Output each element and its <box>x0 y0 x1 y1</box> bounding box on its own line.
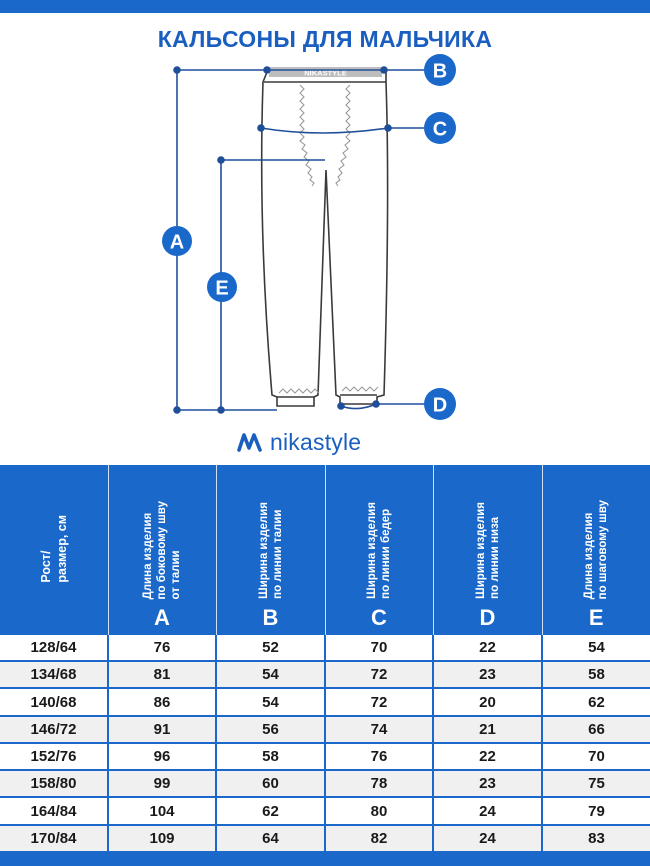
a-cell: 86 <box>108 688 216 715</box>
header-letter: D <box>479 605 496 630</box>
marker-e-label: E <box>215 277 229 300</box>
a-cell: 109 <box>108 825 216 852</box>
marker-e <box>207 272 237 302</box>
header-letter: C <box>371 605 387 630</box>
waistband-brand-text: NIKASTYLE <box>304 68 347 78</box>
table-row <box>0 635 650 661</box>
marker-b-label: B <box>432 60 448 83</box>
bottom-accent-bar <box>0 853 650 866</box>
b-cell: 58 <box>216 743 325 770</box>
marker-a-label: A <box>169 231 185 254</box>
a-cell: 76 <box>108 635 216 661</box>
d-cell: 22 <box>433 743 542 770</box>
table-body <box>0 635 650 852</box>
table-row <box>0 688 650 715</box>
marker-c-label: C <box>432 118 448 141</box>
a-cell: 81 <box>108 661 216 688</box>
size-cell: 170/84 <box>0 825 108 852</box>
c-cell: 70 <box>325 635 433 661</box>
d-cell: 22 <box>433 635 542 661</box>
header-waist-width <box>216 465 325 635</box>
header-length-side-seam <box>108 465 216 635</box>
c-cell: 72 <box>325 661 433 688</box>
size-cell: 140/68 <box>0 688 108 715</box>
marker-a <box>162 226 192 256</box>
e-cell: 66 <box>542 716 650 743</box>
table-row <box>0 825 650 852</box>
table-row <box>0 661 650 688</box>
c-cell: 72 <box>325 688 433 715</box>
e-cell: 79 <box>542 797 650 824</box>
table-row <box>0 743 650 770</box>
b-cell: 62 <box>216 797 325 824</box>
marker-b <box>424 54 456 86</box>
brand-logo <box>236 425 361 459</box>
header-label: Рост/ размер, см <box>38 515 69 583</box>
header-label: Ширина изделия по линии низа <box>474 502 501 599</box>
table-row <box>0 770 650 797</box>
size-cell: 158/80 <box>0 770 108 797</box>
size-cell: 152/76 <box>0 743 108 770</box>
a-cell: 91 <box>108 716 216 743</box>
header-inseam-length <box>542 465 650 635</box>
header-letter: A <box>154 605 170 630</box>
b-cell: 56 <box>216 716 325 743</box>
c-cell: 78 <box>325 770 433 797</box>
b-cell: 64 <box>216 825 325 852</box>
a-cell: 104 <box>108 797 216 824</box>
b-cell: 54 <box>216 661 325 688</box>
d-cell: 23 <box>433 770 542 797</box>
marker-d-label: D <box>432 394 448 417</box>
d-cell: 24 <box>433 825 542 852</box>
c-cell: 76 <box>325 743 433 770</box>
header-label: Ширина изделия по линии талии <box>257 502 284 599</box>
marker-c <box>424 112 456 144</box>
a-cell: 99 <box>108 770 216 797</box>
d-cell: 20 <box>433 688 542 715</box>
c-cell: 74 <box>325 716 433 743</box>
c-cell: 82 <box>325 825 433 852</box>
size-cell: 134/68 <box>0 661 108 688</box>
c-cell: 80 <box>325 797 433 824</box>
b-cell: 60 <box>216 770 325 797</box>
table-row <box>0 797 650 824</box>
table-row <box>0 716 650 743</box>
size-table <box>0 465 650 853</box>
a-cell: 96 <box>108 743 216 770</box>
b-cell: 54 <box>216 688 325 715</box>
header-label: Ширина изделия по линии бедер <box>366 502 392 599</box>
marker-d <box>424 388 456 420</box>
e-cell: 62 <box>542 688 650 715</box>
e-cell: 58 <box>542 661 650 688</box>
e-cell: 83 <box>542 825 650 852</box>
page-title: КАЛЬСОНЫ ДЛЯ МАЛЬЧИКА <box>157 26 493 52</box>
pants-outline <box>262 72 388 406</box>
size-cell: 128/64 <box>0 635 108 661</box>
size-cell: 146/72 <box>0 716 108 743</box>
nikastyle-logo-icon <box>236 431 264 453</box>
d-cell: 21 <box>433 716 542 743</box>
d-cell: 24 <box>433 797 542 824</box>
size-cell: 164/84 <box>0 797 108 824</box>
e-cell: 75 <box>542 770 650 797</box>
b-cell: 52 <box>216 635 325 661</box>
header-hem-width <box>433 465 542 635</box>
header-label: Длина изделия по боковому шву от талии <box>142 500 182 599</box>
header-hip-width <box>325 465 433 635</box>
header-letter: E <box>588 605 604 630</box>
table-header-row <box>0 465 650 635</box>
header-label: Длина изделия по шаговому шву <box>583 499 610 599</box>
brand-name: nikastyle <box>270 428 362 455</box>
d-cell: 23 <box>433 661 542 688</box>
e-cell: 70 <box>542 743 650 770</box>
e-cell: 54 <box>542 635 650 661</box>
header-height-size <box>0 465 108 635</box>
header-letter: B <box>262 605 279 630</box>
